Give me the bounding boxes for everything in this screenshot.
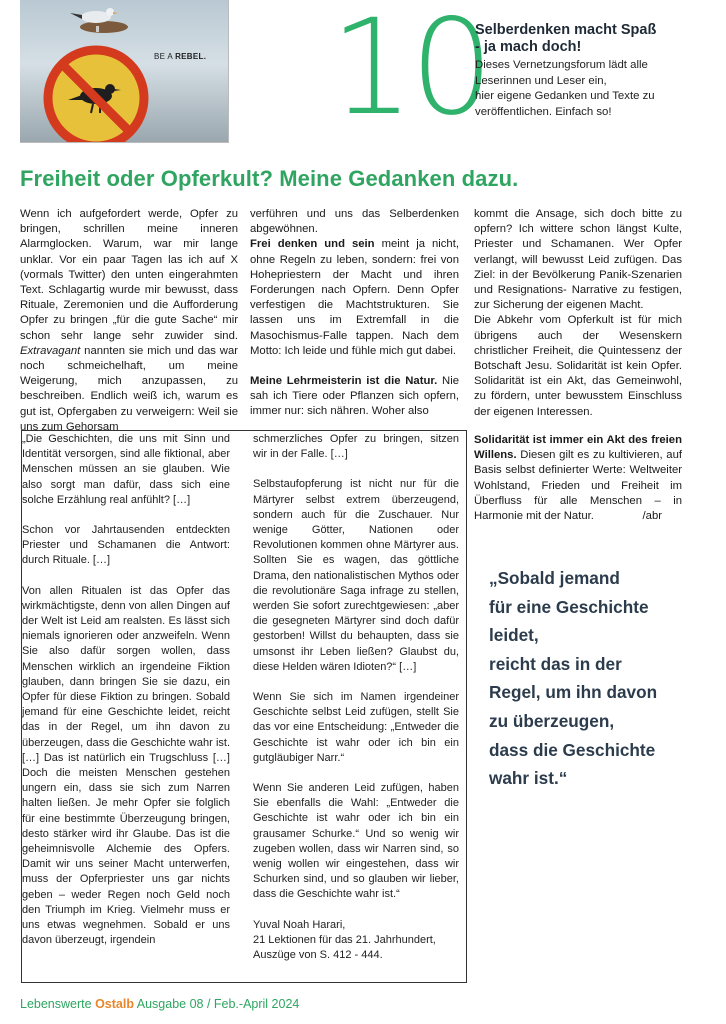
paragraph: Frei denken und sein meint ja nicht, ohne Regeln zu leben, sondern: frei von Hohepriestern der Macht und ihren Forderungen nach Opfern. Denn Opfer verfestigen die Machtstrukturen. Sie lassen uns im Extremfall in die Masochismus-Falle tappen. Nach dem Motto: Ich leide und fühle mich gut dabei. bbox=[250, 238, 459, 357]
quote-source: Yuval Noah Harari, 21 Lektionen für das 21. Jahrhundert, Auszüge von S. 412 - 444. bbox=[253, 918, 436, 962]
rebel-photo bbox=[20, 0, 229, 143]
brand-name: Ostalb bbox=[95, 997, 134, 1011]
quote-paragraph: Selbstaufopferung ist nicht nur für die Märtyrer selbst extrem überzeugend, sondern auch für die Zuschauer. Nur wenige Götter, Nationen oder Revolutionen kommen ohne Märtyrer aus. Sollten Sie es wagen, das göttliche Drama, den nationalistischen Mythos oder die revolutionäre Saga infrage zu stellen, werden Sie sofort zurechtgewiesen: „aber die gesegneten Märtyrer sind doch dafür gestorben! Willst du behaupten, dass sie umsonst ihr Leben ließen? Glaubst du, diese Helden wären Idioten?“ […] bbox=[253, 478, 459, 673]
quote-column-left bbox=[22, 432, 230, 964]
quote-column-right bbox=[253, 432, 459, 978]
paragraph: kommt die Ansage, sich doch bitte zu opfern? Ich wittere schon längst Kulte, Priester und Schamanen. Wer Opfer verlangt, will bewusst Leid zufügen. Das Ziel: in der Bevölkerung Panik-Szenarien und Resignations- Narrative zu festigen, zur Sicherung der eigenen Macht. bbox=[474, 208, 682, 312]
page-footer: Lebenswerte Ostalb Ausgabe 08 / Feb.-April 2024 bbox=[20, 997, 300, 1011]
rebel-slogan: BE A REBEL. bbox=[154, 52, 207, 61]
intro-text: Dieses Vernetzungsforum lädt alle Leserinnen und Leser ein, hier eigene Gedanken und Texte zu veröffentlichen. Einfach so! bbox=[475, 59, 655, 118]
quote-paragraph: Von allen Ritualen ist das Opfer das wirkmächtigste, denn von allen Dingen auf der Welt ist Leid am realsten. Es lässt sich niemals ignorieren oder anzweifeln. Wenn Sie also dafür sorgen wollen, dass Menschen wirklich an irgendeine Fiktion glauben, dann bringen Sie sie dazu, ein Opfer für diese Fiktion zu bringen. Sobald jemand für eine Geschichte leidet, reicht das in der Regel, um ihn davon zu überzeugen, dass die Geschichte wahr ist. […] Das ist natürlich ein Trugschluss […] Doch die meisten Menschen gestehen ungern ein, dass sie sich zum Narren halten ließen. Je mehr Opfer sie folglich für eine bestimmte Überzeugung bringen, desto stärker wird ihr Glaube. Das ist die geheimnisvolle Alchemie des Opfers. Damit wir uns seiner Macht unterwerfen, muss der Opferpriester uns gar nichts geben – weder Regen noch Geld noch den Triumph im Krieg. Vielmehr muss er uns etwas wegnehmen. Sobald er uns davon überzeugt, irgendein bbox=[22, 584, 230, 947]
quote-paragraph: Schon vor Jahrtausenden entdeckten Priester und Schamanen die Antwort: durch Rituale. […] bbox=[22, 524, 230, 567]
quote-paragraph: Wenn Sie anderen Leid zufügen, haben Sie ebenfalls die Wahl: „Entweder die Geschichte ist wahr oder ich bin ein grausamer Schurke.“ Und so wenig wir zugeben wollen, dass wir Narren sind, so wenig wollen wir eingestehen, dass wir Schurken sind, und so glauben wir lieber, dass die Geschichte wahr ist.“ bbox=[253, 782, 459, 901]
intro-title: Selberdenken macht Spaß - ja mach doch! bbox=[475, 22, 657, 55]
paragraph: Wenn ich aufgefordert werde, Opfer zu bringen, schrillen meine inneren Alarmglocken. Warum, war mir lange unklar. Vor ein paar Tagen las ich auf X (vormals Twitter) den unten eingerahmten Text. Schlagartig wurde mir bewusst, dass Rituale, Zeremonien und die Aufforderung Opfer zu bringen „für die gute Sache“ mir schon sehr lange sehr zuwider sind. Extravagant nannten sie mich und das war noch schmeichelhaft, um meine Weigerung, mich anzupassen, zu beschreiben. Endlich weiß ich, warum es gut ist, Opfergaben zu verweigern: Weil sie uns zum Gehorsam bbox=[20, 208, 238, 433]
quote-paragraph: schmerzliches Opfer zu bringen, sitzen wir in der Falle. […] bbox=[253, 433, 459, 461]
author-signature: /abr bbox=[642, 510, 662, 523]
pull-quote: „Sobald jemand für eine Geschichte leidet, reicht das in der Regel, um ihn davon zu überzeugen, dass die Geschichte wahr ist.“ bbox=[489, 568, 658, 789]
article-headline: Freiheit oder Opferkult? Meine Gedanken dazu. bbox=[20, 166, 519, 191]
paragraph: verführen und uns das Selberdenken abgewöhnen. bbox=[250, 208, 459, 236]
paragraph: Die Abkehr vom Opferkult ist für mich übrigens auch der Wesenskern christlicher Freiheit, die Quintessenz der Botschaft Jesu. Solidarität ist kein Opfer. Solidarität ist ein Akt, das Gemeinwohl, zu fördern, unter bewusstem Einschluss der eigenen Interessen. bbox=[474, 314, 682, 418]
solidarity-paragraph: Solidarität ist immer ein Akt des freien Willens. Diesen gilt es zu kultivieren, auf Basis selbst definierter Werte: Weltweiter Wohlstand, Frieden und Freiheit im Überfluss für alle Menschen – in Harmonie mit der Natur. /abr bbox=[474, 433, 682, 524]
article-column-1 bbox=[20, 207, 238, 435]
intro-box bbox=[475, 22, 715, 120]
paragraph: Meine Lehrmeisterin ist die Natur. Nie sah ich Tiere oder Pflanzen sich opfern, immer nur: sich nähren. Woher also bbox=[250, 375, 459, 418]
article-column-3 bbox=[474, 207, 682, 420]
series-number: 10 bbox=[330, 0, 490, 145]
quote-paragraph: „Die Geschichten, die uns mit Sinn und Identität versorgen, sind alle fiktional, aber Menschen müssen an sie glauben. Wie also sorgt man dafür, dass sich eine solche Erzählung real anfühlt? […] bbox=[22, 433, 230, 506]
no-birds-sign-illustration bbox=[20, 0, 228, 142]
article-column-2 bbox=[250, 207, 459, 420]
quote-paragraph: Wenn Sie sich im Namen irgendeiner Geschichte selbst Leid zufügen, stellt Sie das vor eine Entscheidung: „Entweder die Geschichte ist wahr oder ich bin ein gutgläubiger Narr.“ bbox=[253, 691, 459, 764]
